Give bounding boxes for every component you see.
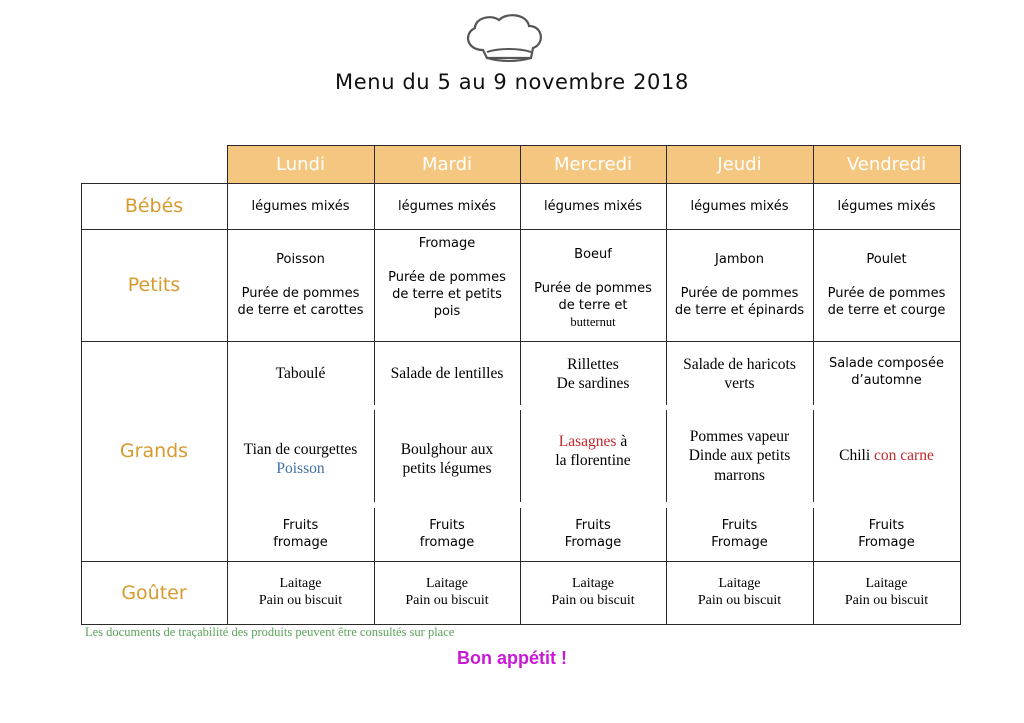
entree-line-1: Salade composée (829, 356, 944, 371)
petits-lundi (227, 229, 374, 341)
petits-main: Boeuf (574, 246, 612, 262)
dessert-line-2: Fromage (858, 535, 915, 550)
grands-plat-mardi (374, 412, 520, 500)
entree-line-2: d’automne (851, 373, 922, 388)
gouter-mercredi (520, 561, 666, 624)
petits-line-2: de terre et courge (827, 303, 946, 318)
gouter-line-1: Laitage (572, 576, 614, 591)
row-label-petits: Petits (127, 274, 181, 296)
day-header-mercredi: Mercredi (520, 145, 666, 183)
petits-line-2: de terre et épinards (674, 303, 805, 318)
grands-entree-mardi (374, 344, 520, 404)
plat-rest: à (616, 432, 628, 450)
grands-entree-mercredi (520, 344, 666, 404)
plat-line-1: Tian de courgettes (243, 440, 358, 458)
grands-entree-jeudi (666, 344, 813, 404)
gouter-line-2: Pain ou biscuit (258, 592, 343, 608)
grands-entree-lundi (227, 344, 374, 404)
plat-line-1: Boulghour aux (400, 440, 494, 458)
petits-line-1: Purée de pommes (827, 286, 946, 301)
grands-entree-vendredi (813, 344, 960, 404)
entree-line-2: De sardines (556, 375, 630, 392)
dessert-line-2: Fromage (564, 535, 622, 550)
dessert-line-2: Fromage (711, 535, 768, 550)
petits-vendredi (813, 229, 960, 341)
petits-main: Fromage (418, 236, 476, 251)
petits-mercredi (520, 229, 666, 341)
entree-line-1: Salade de lentilles (390, 365, 504, 383)
day-header-lundi: Lundi (227, 145, 374, 183)
petits-line-2: de terre et petits (392, 287, 502, 302)
dessert-line-1: Fruits (575, 518, 611, 533)
bebes-mardi: légumes mixés (397, 198, 496, 214)
traceability-note: Les documents de traçabilité des produits peuvent être consultés sur place (85, 625, 455, 639)
plat-line-2: Poisson (276, 460, 325, 477)
petits-main: Poisson (276, 252, 325, 267)
petits-line-2: de terre et carottes (237, 303, 364, 318)
plat-highlight: Lasagnes (558, 432, 617, 450)
dessert-line-1: Fruits (868, 518, 905, 533)
row-label-grands: Grands (119, 440, 189, 462)
plat-highlight: con carne (874, 447, 934, 465)
plat-rest: Chili (839, 447, 875, 465)
gouter-line-2: Pain ou biscuit (405, 592, 489, 608)
petits-line-1: Purée de pommes (388, 270, 506, 285)
grands-plat-jeudi (666, 412, 813, 500)
petits-line-1: Purée de pommes (241, 286, 360, 301)
dessert-line-1: Fruits (282, 518, 319, 533)
day-header-vendredi: Vendredi (813, 145, 960, 183)
grands-dessert-jeudi (666, 510, 813, 558)
day-header-jeudi: Jeudi (666, 145, 813, 183)
grands-dessert-lundi (227, 510, 374, 558)
plat-line-1 (839, 446, 934, 466)
petits-jeudi (666, 229, 813, 341)
dessert-line-2: fromage (419, 535, 475, 550)
gouter-lundi (227, 561, 374, 624)
plat-line-1 (559, 432, 627, 452)
chef-hat-icon (461, 12, 545, 66)
gouter-mardi (374, 561, 520, 624)
plat-line-2: la florentine (555, 452, 631, 469)
grands-dessert-vendredi (813, 510, 960, 558)
grands-plat-vendredi (813, 412, 960, 500)
row-label-gouter: Goûter (121, 581, 187, 604)
entree-line-1: Salade de haricots (683, 355, 796, 373)
day-header-mardi: Mardi (374, 145, 520, 183)
gouter-line-2: Pain ou biscuit (697, 592, 782, 608)
petits-mardi (374, 229, 520, 341)
entree-line-1: Rillettes (567, 355, 619, 373)
row-label-bebes: Bébés (124, 195, 184, 217)
dessert-line-2: fromage (273, 535, 328, 550)
petits-main: Poulet (866, 252, 907, 267)
gouter-vendredi (813, 561, 960, 624)
plat-line-3: marrons (714, 466, 765, 484)
gouter-line-1: Laitage (718, 576, 761, 591)
bebes-lundi: légumes mixés (251, 198, 350, 214)
petits-main: Jambon (715, 252, 764, 267)
petits-line-3: butternut (570, 314, 616, 329)
dessert-line-1: Fruits (429, 518, 465, 533)
grands-dessert-mercredi (520, 510, 666, 558)
plat-line-1: Pommes vapeur (689, 427, 790, 445)
gouter-jeudi (666, 561, 813, 624)
grands-plat-lundi (227, 412, 374, 500)
entree-line-2: verts (724, 375, 755, 392)
page-title: Menu du 5 au 9 novembre 2018 (335, 70, 689, 94)
grands-plat-mercredi (520, 412, 666, 500)
closing-message: Bon appétit ! (457, 648, 567, 668)
petits-line-1: Purée de pommes (534, 280, 652, 296)
gouter-line-1: Laitage (426, 576, 468, 591)
entree-line-1: Taboulé (275, 365, 326, 383)
dessert-line-1: Fruits (721, 518, 758, 533)
petits-line-3: pois (433, 304, 461, 319)
bebes-mercredi: légumes mixés (543, 198, 642, 214)
plat-line-2: Dinde aux petits (688, 447, 791, 465)
gouter-line-1: Laitage (865, 576, 908, 591)
gouter-line-2: Pain ou biscuit (551, 592, 635, 608)
gouter-line-1: Laitage (279, 576, 322, 591)
gouter-line-2: Pain ou biscuit (844, 592, 929, 608)
bebes-vendredi: légumes mixés (837, 198, 936, 214)
grands-dessert-mardi (374, 510, 520, 558)
bebes-jeudi: légumes mixés (690, 198, 789, 214)
plat-line-2: petits légumes (402, 460, 492, 477)
petits-line-2: de terre et (558, 297, 628, 313)
petits-line-1: Purée de pommes (680, 286, 799, 301)
